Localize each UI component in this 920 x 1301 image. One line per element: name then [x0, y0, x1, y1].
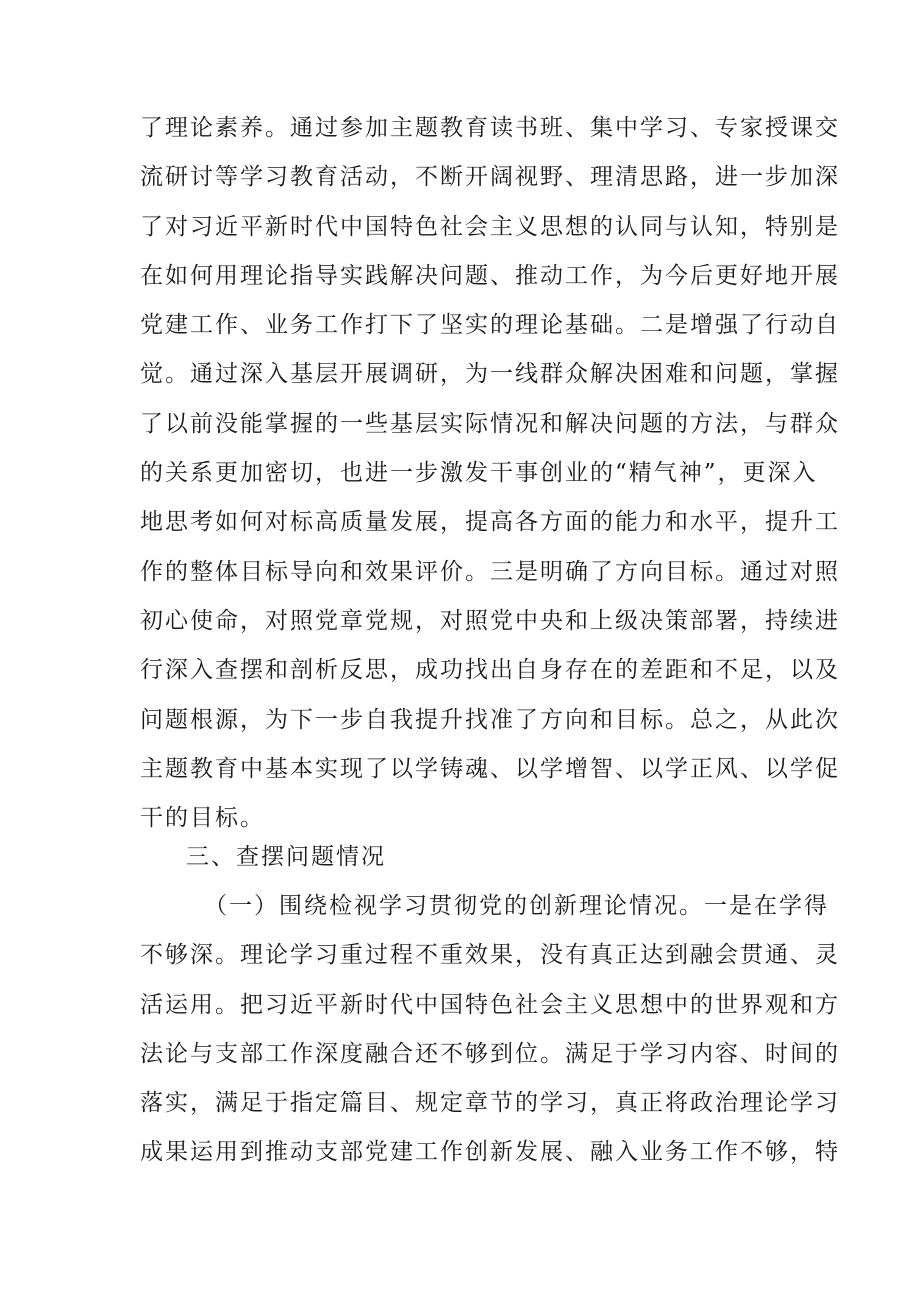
section-heading: 三、查摆问题情况 [186, 844, 386, 870]
text-line: 了理论素养。通过参加主题教育读书班、集中学习、专家授课交 [140, 115, 840, 141]
section-heading-block [140, 833, 785, 882]
text-line: 不够深。理论学习重过程不重效果，没有真正达到融会贯通、灵 [140, 942, 840, 969]
text-line: 了对习近平新时代中国特色社会主义思想的认同与认知，特别是 [140, 213, 840, 240]
text-line: 问题根源，为下一步自我提升找准了方向和目标。总之，从此次 [140, 706, 840, 733]
paragraph-problems [140, 882, 840, 1178]
text-line: 作的整体目标导向和效果评价。三是明确了方向目标。通过对照 [140, 558, 840, 585]
text-line: 在如何用理论指导实践解决问题、推动工作，为今后更好地开展 [140, 262, 840, 289]
text-line: 了以前没能掌握的一些基层实际情况和解决问题的方法，与群众 [140, 410, 840, 437]
text-line: 地思考如何对标高质量发展，提高各方面的能力和水平，提升工 [140, 509, 840, 536]
text-line: 初心使命，对照党章党规，对照党中央和上级决策部署，持续进 [140, 607, 840, 634]
text-line: 落实，满足于指定篇目、规定章节的学习，真正将政治理论学习 [140, 1090, 840, 1117]
text-line: 成果运用到推动支部党建工作创新发展、融入业务工作不够，特 [140, 1139, 840, 1166]
text-line: 觉。通过深入基层开展调研，为一线群众解决困难和问题，掌握 [140, 361, 840, 388]
text-line: 流研讨等学习教育活动，不断开阔视野、理清思路，进一步加深 [140, 164, 840, 191]
text-line: 的关系更加密切，也进一步激发干事创业的“精气神”，更深入 [140, 460, 818, 487]
text-line: 干的目标。 [140, 805, 265, 832]
paragraph-achievements [140, 104, 840, 843]
text-line: 主题教育中基本实现了以学铸魂、以学增智、以学正风、以学促 [140, 755, 840, 782]
text-line: 行深入查摆和剖析反思，成功找出自身存在的差距和不足，以及 [140, 657, 840, 684]
text-line: （一）围绕检视学习贯彻党的创新理论情况。一是在学得 [204, 893, 829, 919]
text-line: 活运用。把习近平新时代中国特色社会主义思想中的世界观和方 [140, 991, 840, 1018]
text-line: 法论与支部工作深度融合还不够到位。满足于学习内容、时间的 [140, 1040, 840, 1067]
text-line: 党建工作、业务工作打下了坚实的理论基础。二是增强了行动自 [140, 312, 840, 339]
